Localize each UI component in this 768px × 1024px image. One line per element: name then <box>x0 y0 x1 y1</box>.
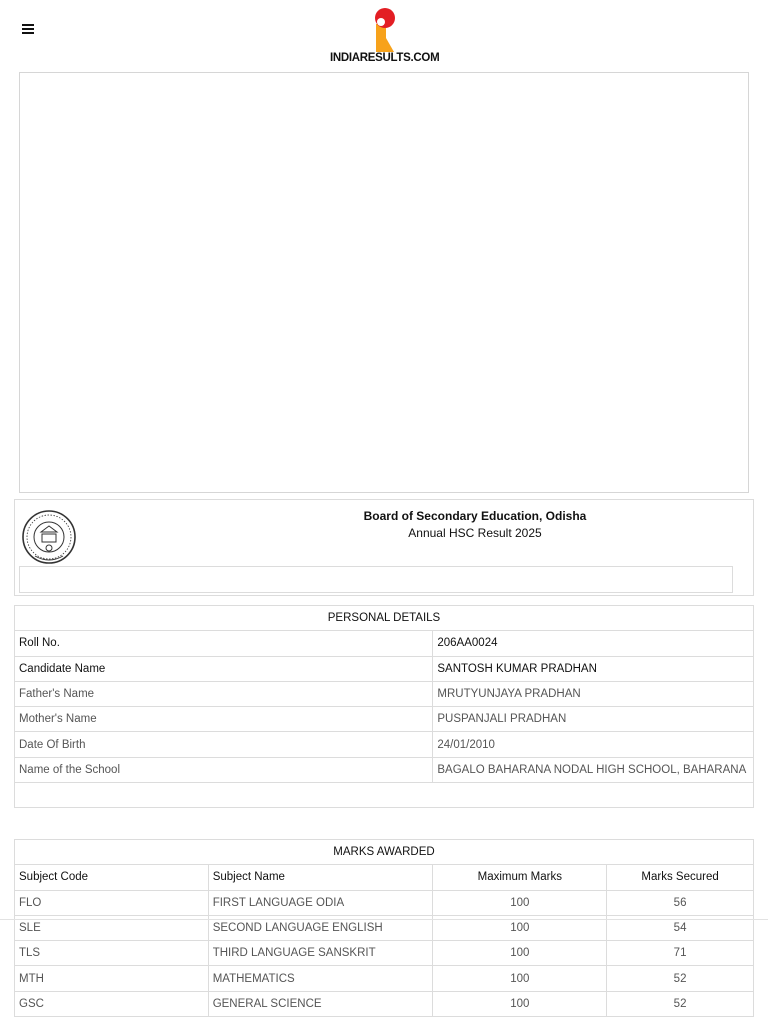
school-name-label: Name of the School <box>15 757 433 782</box>
table-row <box>15 656 754 681</box>
subject-name: FIRST LANGUAGE ODIA <box>208 890 433 915</box>
page-divider <box>0 919 768 920</box>
table-row <box>15 966 754 991</box>
marks-secured: 52 <box>607 966 754 991</box>
column-header-subject-name: Subject Name <box>208 865 433 890</box>
result-title: Annual HSC Result 2025 <box>408 526 542 540</box>
site-logo[interactable] <box>330 8 438 64</box>
advertisement-frame <box>19 72 749 493</box>
logo-mark-icon <box>372 8 396 52</box>
top-bar <box>0 0 768 66</box>
marks-awarded-heading: MARKS AWARDED <box>15 840 754 865</box>
hamburger-menu-icon[interactable] <box>22 24 34 34</box>
table-row <box>15 631 754 656</box>
dob-label: Date Of Birth <box>15 732 433 757</box>
maximum-marks: 100 <box>433 915 607 940</box>
subject-name: MATHEMATICS <box>208 966 433 991</box>
subject-name: THIRD LANGUAGE SANSKRIT <box>208 941 433 966</box>
subject-code: SLE <box>15 915 209 940</box>
father-name-value: MRUTYUNJAYA PRADHAN <box>433 681 754 706</box>
marks-secured: 52 <box>607 991 754 1016</box>
personal-details-heading-row <box>15 606 754 631</box>
board-inner-box <box>19 566 733 593</box>
marks-secured: 54 <box>607 915 754 940</box>
subject-code: TLS <box>15 941 209 966</box>
mother-name-value: PUSPANJALI PRADHAN <box>433 707 754 732</box>
column-header-subject-code: Subject Code <box>15 865 209 890</box>
logo-text: INDIARESULTS.COM <box>330 52 440 64</box>
subject-code: GSC <box>15 991 209 1016</box>
candidate-name-value: SANTOSH KUMAR PRADHAN <box>433 656 754 681</box>
table-row <box>15 941 754 966</box>
table-row <box>15 707 754 732</box>
candidate-name-label: Candidate Name <box>15 656 433 681</box>
marks-secured: 71 <box>607 941 754 966</box>
spacer-cell <box>15 783 754 808</box>
school-name-value: BAGALO BAHARANA NODAL HIGH SCHOOL, BAHARANA <box>433 757 754 782</box>
subject-name: GENERAL SCIENCE <box>208 991 433 1016</box>
board-header <box>14 499 754 596</box>
mother-name-label: Mother's Name <box>15 707 433 732</box>
maximum-marks: 100 <box>433 890 607 915</box>
personal-details-table <box>14 605 754 808</box>
maximum-marks: 100 <box>433 941 607 966</box>
subject-code: MTH <box>15 966 209 991</box>
father-name-label: Father's Name <box>15 681 433 706</box>
board-title: Board of Secondary Education, Odisha <box>363 509 587 523</box>
table-row <box>15 991 754 1016</box>
maximum-marks: 100 <box>433 991 607 1016</box>
marks-awarded-table <box>14 839 754 1017</box>
spacer-row <box>15 783 754 808</box>
marks-column-header-row <box>15 865 754 890</box>
table-row <box>15 732 754 757</box>
marks-secured: 56 <box>607 890 754 915</box>
column-header-maximum-marks: Maximum Marks <box>433 865 607 890</box>
roll-no-value: 206AA0024 <box>433 631 754 656</box>
marks-heading-row <box>15 840 754 865</box>
roll-no-label: Roll No. <box>15 631 433 656</box>
table-row <box>15 757 754 782</box>
board-seal-icon <box>21 508 77 566</box>
subject-name: SECOND LANGUAGE ENGLISH <box>208 915 433 940</box>
column-header-marks-secured: Marks Secured <box>607 865 754 890</box>
maximum-marks: 100 <box>433 966 607 991</box>
personal-details-heading: PERSONAL DETAILS <box>15 606 754 631</box>
table-row <box>15 890 754 915</box>
subject-code: FLO <box>15 890 209 915</box>
dob-value: 24/01/2010 <box>433 732 754 757</box>
table-row <box>15 681 754 706</box>
